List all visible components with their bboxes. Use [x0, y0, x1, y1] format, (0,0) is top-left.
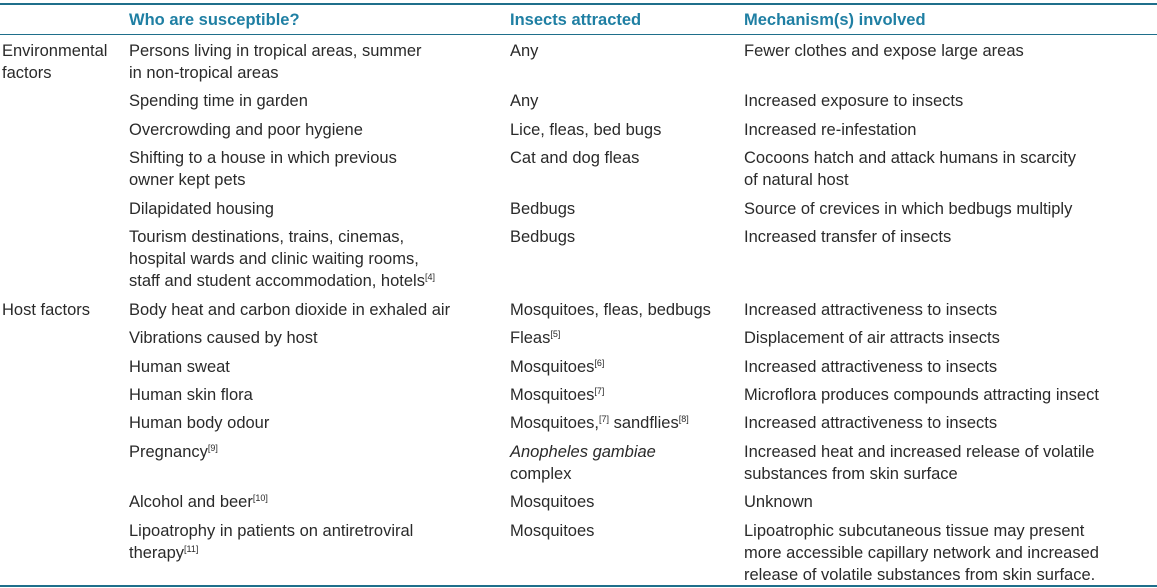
cell-who-susceptible: Human skin flora [129, 386, 253, 404]
cell-insects-attracted: Anopheles gambiae complex [510, 443, 656, 483]
cell-mechanism: Increased exposure to insects [744, 92, 964, 110]
cell-mechanism: Unknown [744, 493, 813, 511]
cell-mechanism: Increased attractiveness to insects [744, 358, 998, 376]
cell-insects-attracted: Mosquitoes [510, 522, 595, 540]
cell-who-susceptible: Alcohol and beer[10] [129, 493, 268, 511]
cell-insects-attracted: Bedbugs [510, 200, 576, 218]
header-insects-attracted: Insects attracted [510, 11, 642, 29]
reference-mark: [7] [594, 386, 605, 396]
cell-who-susceptible: Persons living in tropical areas, summer in non-tropical areas [129, 42, 422, 82]
cell-mechanism: Increased transfer of insects [744, 228, 952, 246]
table-bottom-rule [0, 585, 1157, 587]
cell-mechanism: Increased attractiveness to insects [744, 414, 998, 432]
reference-mark: [6] [594, 358, 605, 368]
cell-mechanism: Increased heat and increased release of volatile substances from skin surface [744, 443, 1095, 483]
reference-mark: [7] [598, 414, 609, 424]
cell-who-susceptible: Lipoatrophy in patients on antiretroviral therapy[11] [129, 522, 414, 562]
cell-who-susceptible: Dilapidated housing [129, 200, 274, 218]
cell-insects-attracted: Mosquitoes[6] [510, 358, 605, 376]
cell-who-susceptible: Overcrowding and poor hygiene [129, 121, 363, 139]
reference-mark: [5] [550, 329, 561, 339]
reference-mark: [11] [184, 544, 199, 554]
cell-insects-attracted: Cat and dog fleas [510, 149, 640, 167]
cell-who-susceptible: Tourism destinations, trains, cinemas, hospital wards and clinic waiting rooms, staff and student accommodation, hotels[4] [129, 228, 435, 290]
row-group-label: Environmental factors [2, 42, 108, 82]
cell-insects-attracted: Fleas[5] [510, 329, 561, 347]
cell-insects-attracted: Mosquitoes, fleas, bedbugs [510, 301, 711, 319]
cell-insects-attracted: Mosquitoes[7] [510, 386, 605, 404]
row-group-label: Host factors [2, 301, 91, 319]
cell-insects-attracted: Any [510, 92, 539, 110]
cell-who-susceptible: Vibrations caused by host [129, 329, 318, 347]
header-who-susceptible: Who are susceptible? [129, 11, 300, 29]
cell-mechanism: Increased attractiveness to insects [744, 301, 998, 319]
cell-who-susceptible: Human sweat [129, 358, 230, 376]
cell-who-susceptible: Human body odour [129, 414, 270, 432]
cell-who-susceptible: Shifting to a house in which previous owner kept pets [129, 149, 397, 189]
cell-insects-attracted: Any [510, 42, 539, 60]
cell-mechanism: Increased re-infestation [744, 121, 917, 139]
cell-mechanism: Microflora produces compounds attracting insect [744, 386, 1099, 404]
reference-mark: [10] [252, 493, 268, 503]
cell-mechanism: Source of crevices in which bedbugs multiply [744, 200, 1073, 218]
reference-mark: [8] [678, 414, 689, 424]
cell-mechanism: Lipoatrophic subcutaneous tissue may present more accessible capillary network and increased release of volatile substances from skin surface. [744, 522, 1099, 584]
table-header-rule [0, 34, 1157, 35]
cell-insects-attracted: Bedbugs [510, 228, 576, 246]
cell-mechanism: Cocoons hatch and attack humans in scarcity of natural host [744, 149, 1077, 189]
cell-who-susceptible: Pregnancy[9] [129, 443, 218, 461]
cell-insects-attracted: Lice, fleas, bed bugs [510, 121, 662, 139]
reference-mark: [9] [207, 443, 218, 453]
header-mechanisms: Mechanism(s) involved [744, 11, 926, 29]
cell-insects-attracted: Mosquitoes,[7] sandflies[8] [510, 414, 689, 432]
cell-mechanism: Fewer clothes and expose large areas [744, 42, 1024, 60]
cell-insects-attracted: Mosquitoes [510, 493, 595, 511]
cell-mechanism: Displacement of air attracts insects [744, 329, 1000, 347]
cell-who-susceptible: Body heat and carbon dioxide in exhaled air [129, 301, 451, 319]
cell-who-susceptible: Spending time in garden [129, 92, 308, 110]
table-top-rule [0, 3, 1157, 5]
reference-mark: [4] [424, 272, 435, 282]
